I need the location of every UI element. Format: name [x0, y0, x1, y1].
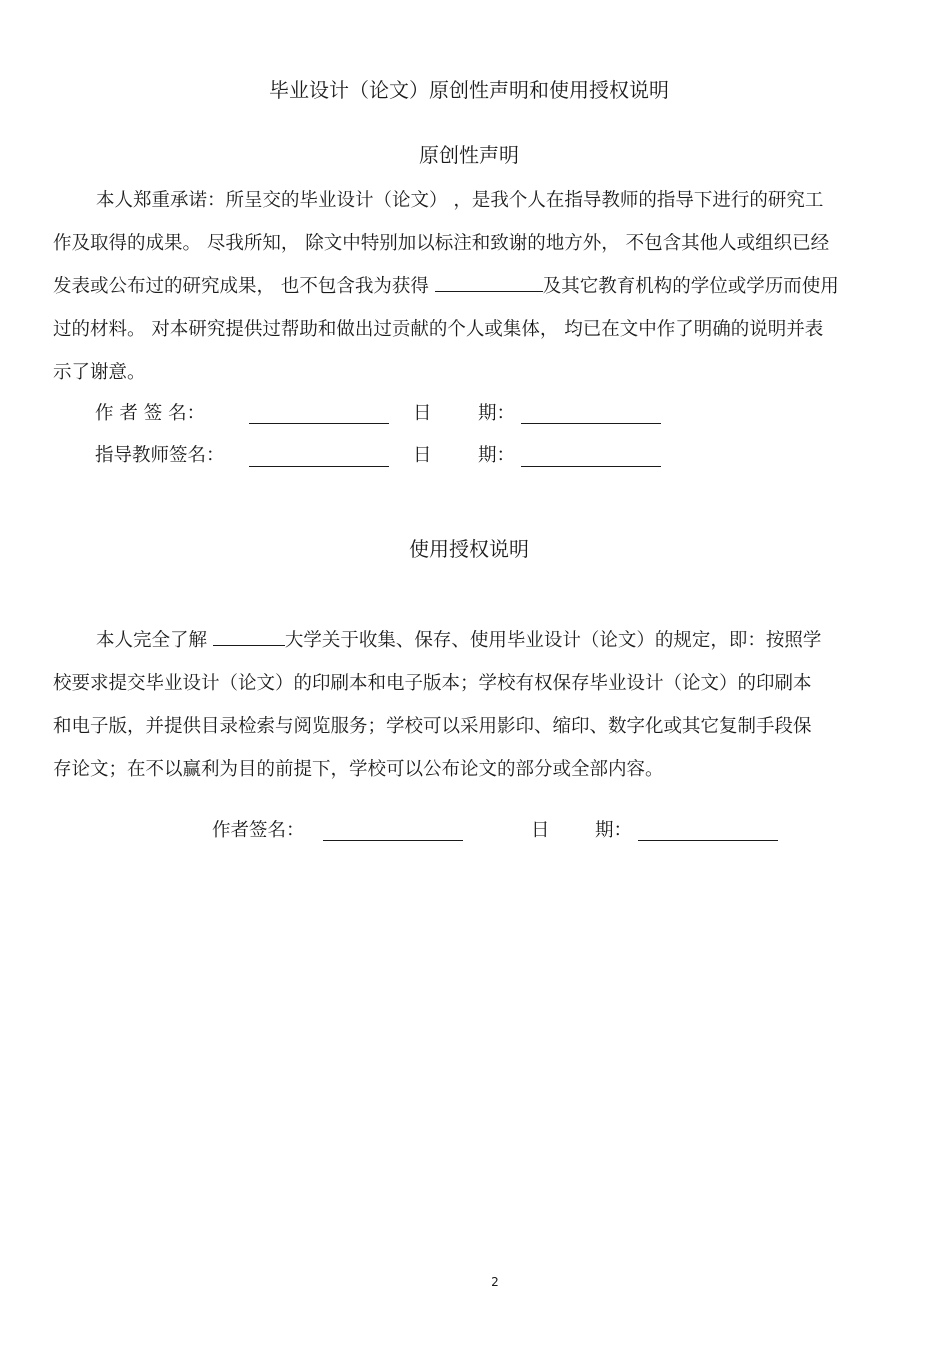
authorization-line-2: 校要求提交毕业设计（论文）的印刷本和电子版本；学校有权保存毕业设计（论文）的印刷本 — [53, 673, 812, 694]
document-title: 毕业设计（论文）原创性声明和使用授权说明 — [269, 78, 669, 102]
authorization-line-1-post: 大学关于收集、保存、使用毕业设计（论文）的规定，即：按照学 — [284, 630, 822, 651]
authorization-date-label-day: 日 — [531, 820, 550, 841]
originality-line-5: 示了谢意。 — [53, 362, 146, 383]
author-date-line[interactable] — [521, 423, 661, 424]
authorization-statement — [53, 619, 933, 791]
date-label-day: 日 — [413, 403, 432, 424]
authorization-heading: 使用授权说明 — [409, 537, 529, 561]
author-sign-label: 作 者 签 名： — [95, 403, 206, 424]
originality-line-1: 本人郑重承诺：所呈交的毕业设计（论文） ，是我个人在指导教师的指导下进行的研究工 — [96, 190, 824, 211]
authorization-line-1-pre: 本人完全了解 — [96, 630, 213, 651]
originality-heading: 原创性声明 — [419, 143, 519, 167]
authorization-author-sign-label: 作者签名： — [212, 820, 305, 841]
authorization-date-label-period: 期： — [595, 820, 633, 841]
university-blank[interactable] — [213, 627, 285, 646]
advisor-date-label-period: 期： — [478, 445, 516, 466]
authorization-date-line[interactable] — [638, 840, 778, 841]
authorization-line-3: 和电子版，并提供目录检索与阅览服务；学校可以采用影印、缩印、数字化或其它复制手段保 — [53, 716, 812, 737]
originality-statement — [53, 179, 933, 394]
institution-blank[interactable] — [435, 273, 543, 292]
originality-line-4: 过的材料。 对本研究提供过帮助和做出过贡献的个人或集体， 均已在文中作了明确的说明并表 — [53, 319, 824, 340]
author-signature-line[interactable] — [249, 423, 389, 424]
authorization-line-4: 存论文；在不以赢利为目的前提下，学校可以公布论文的部分或全部内容。 — [53, 759, 664, 780]
advisor-signature-line[interactable] — [249, 466, 389, 467]
authorization-line-1 — [53, 619, 933, 662]
originality-line-3 — [53, 265, 933, 308]
originality-line-3-head: 发表或公布过的研究成果， 也不包含我为获得 — [53, 276, 435, 297]
advisor-sign-label: 指导教师签名： — [95, 445, 225, 466]
originality-line-3-tail: 及其它教育机构的学位或学历而使用 — [542, 276, 839, 297]
advisor-date-line[interactable] — [521, 466, 661, 467]
authorization-author-signature-line[interactable] — [323, 840, 463, 841]
date-label-period: 期： — [478, 403, 516, 424]
originality-line-2: 作及取得的成果。 尽我所知， 除文中特别加以标注和致谢的地方外， 不包含其他人或组织已经 — [53, 233, 830, 254]
advisor-date-label-day: 日 — [413, 445, 432, 466]
page-number: 2 — [491, 1275, 499, 1289]
